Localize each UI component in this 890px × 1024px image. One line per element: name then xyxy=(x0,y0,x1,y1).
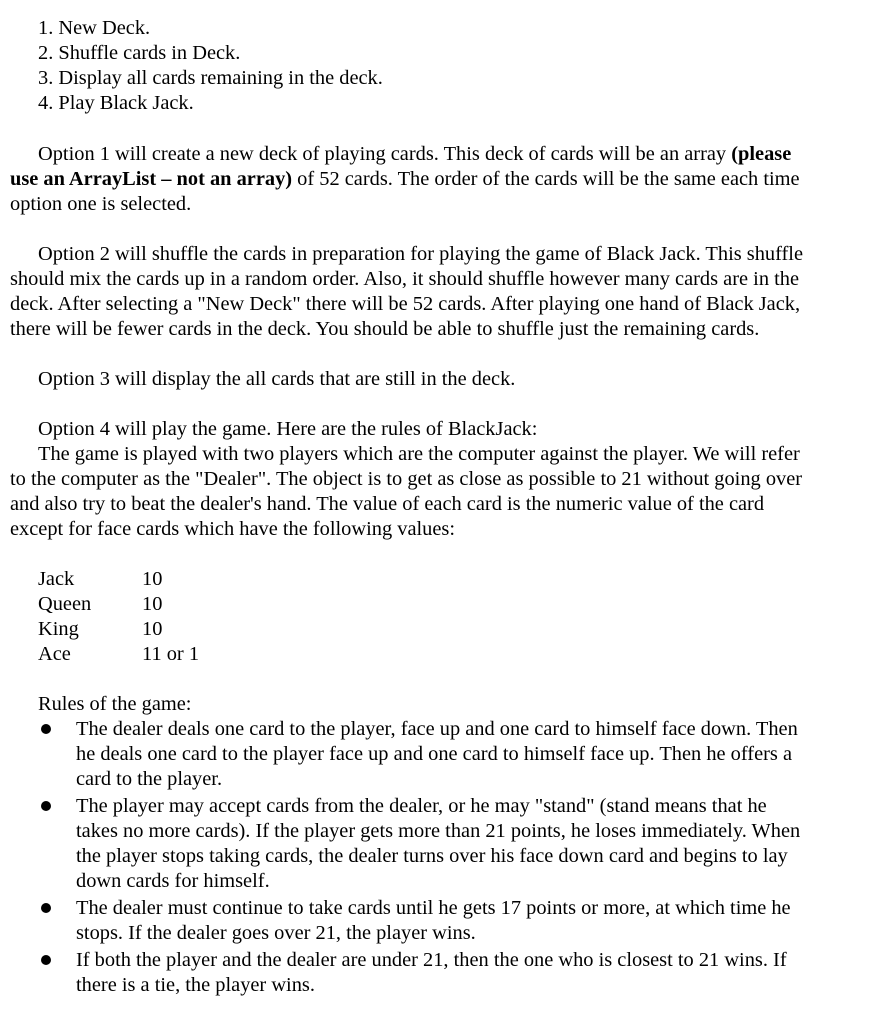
rule-line: card to the player. xyxy=(76,768,223,790)
bullet-icon xyxy=(41,801,51,811)
option3-paragraph: Option 3 will display the all cards that are still in the deck. xyxy=(38,368,516,390)
card-name: King xyxy=(38,618,79,640)
option1-line xyxy=(10,167,800,191)
menu-item: 4. Play Black Jack. xyxy=(38,92,194,114)
bullet-icon xyxy=(41,724,51,734)
card-name: Ace xyxy=(38,643,71,665)
rules-heading: Rules of the game: xyxy=(38,693,192,715)
option1-line xyxy=(38,142,791,166)
bullet-icon xyxy=(41,955,51,965)
card-name: Queen xyxy=(38,593,92,615)
card-name: Jack xyxy=(38,568,75,590)
option2-line: Option 2 will shuffle the cards in preparation for playing the game of Black Jack. This shuffle xyxy=(38,243,804,265)
option1-text: of 52 cards. The order of the cards will be the same each time xyxy=(292,168,800,190)
option4-line: and also try to beat the dealer's hand. The value of each card is the numeric value of the card xyxy=(10,493,765,515)
rule-line: The dealer deals one card to the player, face up and one card to himself face down. Then xyxy=(76,718,798,740)
bullet-icon xyxy=(41,903,51,913)
menu-item: 3. Display all cards remaining in the deck. xyxy=(38,67,383,89)
option4-line: except for face cards which have the following values: xyxy=(10,518,456,540)
option2-line: there will be fewer cards in the deck. You should be able to shuffle just the remaining cards. xyxy=(10,318,760,340)
option4-line: to the computer as the "Dealer". The object is to get as close as possible to 21 without going over xyxy=(10,468,803,490)
menu-item: 2. Shuffle cards in Deck. xyxy=(38,42,241,64)
option2-line: deck. After selecting a "New Deck" there will be 52 cards. After playing one hand of Black Jack, xyxy=(10,293,801,315)
option1-line: option one is selected. xyxy=(10,193,192,215)
rule-line: If both the player and the dealer are under 21, then the one who is closest to 21 wins. If xyxy=(76,949,787,971)
card-value: 10 xyxy=(142,568,163,590)
rule-line: there is a tie, the player wins. xyxy=(76,974,315,996)
rule-line: he deals one card to the player face up and one card to himself face up. Then he offers a xyxy=(76,743,793,765)
rule-line: stops. If the dealer goes over 21, the player wins. xyxy=(76,922,476,944)
menu-item: 1. New Deck. xyxy=(38,17,151,39)
option4-intro: Option 4 will play the game. Here are the rules of BlackJack: xyxy=(38,418,538,440)
option1-bold: use an ArrayList – not an array) xyxy=(10,168,293,190)
option1-text: Option 1 will create a new deck of playing cards. This deck of cards will be an array xyxy=(38,143,732,165)
rule-line: down cards for himself. xyxy=(76,870,270,892)
rule-line: The dealer must continue to take cards until he gets 17 points or more, at which time he xyxy=(76,897,791,919)
option1-bold: (please xyxy=(731,143,792,165)
card-value: 11 or 1 xyxy=(142,643,200,665)
option2-line: should mix the cards up in a random order. Also, it should shuffle however many cards are in the xyxy=(10,268,800,290)
card-value: 10 xyxy=(142,593,163,615)
rule-line: takes no more cards). If the player gets more than 21 points, he loses immediately. When xyxy=(76,820,801,842)
rule-line: the player stops taking cards, the dealer turns over his face down card and begins to lay xyxy=(76,845,788,867)
rule-line: The player may accept cards from the dealer, or he may "stand" (stand means that he xyxy=(76,795,767,817)
option4-line: The game is played with two players which are the computer against the player. We will refer xyxy=(38,443,800,465)
card-value: 10 xyxy=(142,618,163,640)
